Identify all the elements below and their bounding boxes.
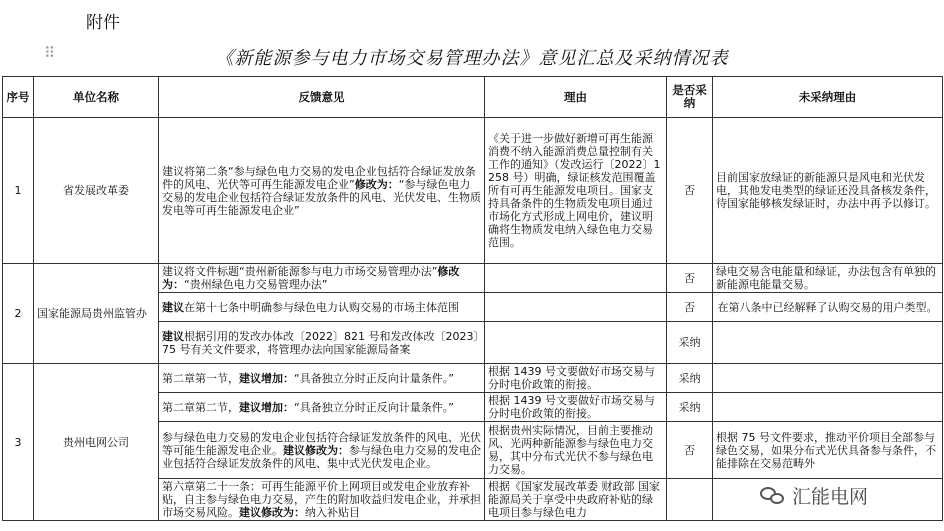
column-header: 反馈意见	[159, 77, 485, 118]
adopted-cell: 否	[667, 264, 713, 293]
feedback-cell: 建议将第二条“参与绿色电力交易的发电企业包括符合绿证发放条件的风电、光伏等可再生能源发电企业”修改为：“参与绿色电力交易的发电企业包括符合绿证发放条件的风电、光伏发电、生物质发电等可再生能源发电企业”	[159, 118, 485, 264]
table-row	[3, 118, 943, 264]
feedback-cell: 建议在第十七条中明确参与绿色电力认购交易的市场主体范围	[159, 293, 485, 322]
unit-cell: 国家能源局贵州监管办	[34, 264, 159, 364]
seq-cell: 2	[3, 264, 34, 364]
table-row	[3, 364, 943, 393]
table-header-row	[3, 77, 943, 118]
reason-cell	[485, 264, 667, 293]
column-header: 单位名称	[34, 77, 159, 118]
adopted-cell: 否	[667, 422, 713, 479]
wechat-icon	[760, 485, 786, 507]
not-adopted-reason-cell: 目前国家放绿证的新能源只是风电和光伏发电，其他发电类型的绿证还没具备核发条件，待国家能够核发绿证时，办法中再予以修订。	[713, 118, 943, 264]
opinion-table	[2, 76, 943, 521]
page-title: 《新能源参与电力市场交易管理办法》意见汇总及采纳情况表	[215, 48, 729, 69]
column-header: 理由	[485, 77, 667, 118]
not-adopted-reason-cell: 根据 75 号文件要求，推动平价项目全部参与绿色交易，如果分布式光伏具备参与条件，不能排除在交易范畴外	[713, 422, 943, 479]
column-header: 是否采纳	[667, 77, 713, 118]
seq-cell: 1	[3, 118, 34, 264]
not-adopted-reason-cell	[713, 364, 943, 393]
adopted-cell: 否	[667, 293, 713, 322]
adopted-cell: 否	[667, 118, 713, 264]
not-adopted-reason-cell: 在第八条中已经解释了认购交易的用户类型。	[713, 293, 943, 322]
seq-cell: 3	[3, 364, 34, 521]
reason-cell: 《关于进一步做好新增可再生能源消费不纳入能源消费总量控制有关工作的通知》（发改运行〔2022〕1258 号）明确，绿证核发范围覆盖所有可再生能源发电项目。国家支持具备条件的生物质发电项目通过市场化方式形成上网电价，建议明确将生物质发电纳入绿色电力交易范围。	[485, 118, 667, 264]
reason-cell: 根据贵州实际情况，目前主要推动风、光两种新能源参与绿色电力交易，其中分布式光伏不参与绿色电力交易。	[485, 422, 667, 479]
reason-cell: 根据 1439 号文要做好市场交易与分时电价政策的衔接。	[485, 364, 667, 393]
watermark-text: 汇能电网	[792, 486, 869, 508]
drag-handle-icon[interactable]: ⠿	[44, 44, 52, 62]
feedback-cell: 第二章第二节，建议增加：“具备独立分时正反向计量条件。”	[159, 393, 485, 422]
feedback-cell: 参与绿色电力交易的发电企业包括符合绿证发放条件的风电、光伏等可能生能源发电企业。建议修改为：参与绿色电力交易的发电企业包括符合绿证发放条件的风电、集中式光伏发电企业。	[159, 422, 485, 479]
not-adopted-reason-cell: 绿电交易含电能量和绿证，办法包含有单独的新能源电能量交易。	[713, 264, 943, 293]
unit-cell: 贵州电网公司	[34, 364, 159, 521]
reason-cell: 根据《国家发展改革委 财政部 国家能源局关于享受中央政府补贴的绿电项目参与绿色电力	[485, 479, 667, 521]
adopted-cell: 采纳	[667, 393, 713, 422]
column-header: 序号	[3, 77, 34, 118]
column-header: 未采纳理由	[713, 77, 943, 118]
adopted-cell: 采纳	[667, 364, 713, 393]
reason-cell	[485, 322, 667, 364]
not-adopted-reason-cell	[713, 393, 943, 422]
feedback-cell: 建议根据引用的发改办体改〔2022〕821 号和发改体改〔2023〕75 号有关文件要求，将管理办法向国家能源局备案	[159, 322, 485, 364]
watermark	[756, 480, 872, 511]
table-row	[3, 264, 943, 293]
adopted-cell	[667, 479, 713, 521]
feedback-cell: 第二章第一节，建议增加：“具备独立分时正反向计量条件。”	[159, 364, 485, 393]
not-adopted-reason-cell	[713, 322, 943, 364]
reason-cell	[485, 293, 667, 322]
feedback-cell: 建议将文件标题“贵州新能源参与电力市场交易管理办法”修改为：“贵州绿色电力交易管理办法”	[159, 264, 485, 293]
feedback-cell: 第六章第二十一条：可再生能源平价上网项目或发电企业放弃补贴，自主参与绿色电力交易，产生的附加收益归发电企业，并承担市场交易风险。建议修改为：纳入补贴目	[159, 479, 485, 521]
attachment-label: 附件	[86, 13, 120, 33]
adopted-cell: 采纳	[667, 322, 713, 364]
reason-cell: 根据 1439 号文要做好市场交易与分时电价政策的衔接。	[485, 393, 667, 422]
unit-cell: 省发展改革委	[34, 118, 159, 264]
